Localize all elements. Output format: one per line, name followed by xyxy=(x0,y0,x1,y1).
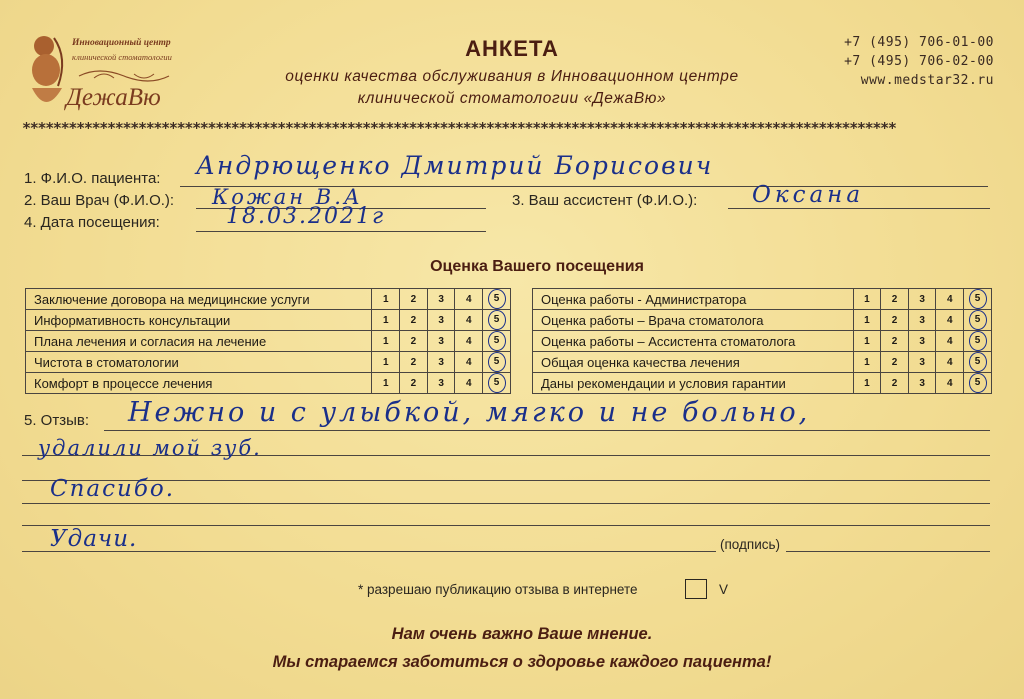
rating-option-2[interactable] xyxy=(400,352,428,373)
rating-option-3[interactable] xyxy=(427,331,455,352)
rating-option-value: 1 xyxy=(383,293,389,305)
rating-option-4[interactable] xyxy=(936,310,964,331)
rating-option-2[interactable] xyxy=(881,352,909,373)
phone-1: +7 (495) 706-01-00 xyxy=(844,35,994,50)
rating-option-5[interactable] xyxy=(964,331,992,352)
rating-row xyxy=(533,373,992,394)
rating-option-value: 2 xyxy=(410,293,417,305)
rating-option-value: 5 xyxy=(969,289,987,309)
rating-option-5[interactable] xyxy=(483,331,511,352)
phone-2: +7 (495) 706-02-00 xyxy=(844,54,994,69)
logo-line1: Инновационный центр xyxy=(72,38,171,48)
rating-option-value: 4 xyxy=(946,356,953,368)
rating-criterion-label: Оценка работы – Врача стоматолога xyxy=(533,310,854,331)
rating-option-1[interactable] xyxy=(853,310,881,331)
rating-option-4[interactable] xyxy=(936,331,964,352)
rating-option-value: 1 xyxy=(864,335,870,347)
rating-row xyxy=(533,352,992,373)
form-subtitle xyxy=(200,66,824,110)
rating-option-value: 3 xyxy=(919,314,925,326)
review-text-3: Спасибо. xyxy=(50,476,176,502)
rating-option-value: 5 xyxy=(488,373,506,393)
rating-option-3[interactable] xyxy=(427,352,455,373)
rating-option-value: 5 xyxy=(488,289,506,309)
rating-option-value: 2 xyxy=(891,377,898,389)
rating-criterion-label: Комфорт в процессе лечения xyxy=(26,373,372,394)
rating-option-1[interactable] xyxy=(853,373,881,394)
rating-criterion-label: Чистота в стоматологии xyxy=(26,352,372,373)
rating-option-5[interactable] xyxy=(483,373,511,394)
doctor-label: 2. Ваш Врач (Ф.И.О.): xyxy=(24,192,175,209)
rating-option-4[interactable] xyxy=(455,373,483,394)
rating-option-value: 5 xyxy=(488,352,506,372)
rating-option-value: 1 xyxy=(383,314,389,326)
rating-option-1[interactable] xyxy=(372,331,400,352)
subtitle-line2: клинической стоматологии «ДежаВю» xyxy=(357,90,667,107)
rating-row xyxy=(533,310,992,331)
rating-option-5[interactable] xyxy=(964,289,992,310)
ornament-icon xyxy=(74,66,174,86)
rating-row xyxy=(26,352,511,373)
signature-line-right xyxy=(786,551,990,552)
rating-option-2[interactable] xyxy=(400,310,428,331)
rating-option-1[interactable] xyxy=(372,310,400,331)
rating-row xyxy=(26,331,511,352)
rating-option-value: 3 xyxy=(919,335,925,347)
footer-line1: Нам очень важно Ваше мнение. xyxy=(391,625,653,643)
rating-row xyxy=(26,373,511,394)
rating-option-value: 3 xyxy=(919,356,925,368)
rating-option-1[interactable] xyxy=(853,289,881,310)
rating-option-value: 2 xyxy=(891,356,898,368)
rating-option-value: 1 xyxy=(383,356,389,368)
rating-option-3[interactable] xyxy=(427,310,455,331)
rating-option-2[interactable] xyxy=(881,373,909,394)
review-label: 5. Отзыв: xyxy=(24,412,90,429)
footer-line2: Мы стараемся заботиться о здоровье каждого пациента! xyxy=(272,653,772,671)
rating-option-value: 4 xyxy=(946,335,953,347)
patient-label: 1. Ф.И.О. пациента: xyxy=(24,170,161,187)
rating-option-2[interactable] xyxy=(881,310,909,331)
rating-option-value: 2 xyxy=(410,356,417,368)
logo-line2: клинической стоматологии xyxy=(72,52,172,62)
contacts xyxy=(844,33,994,90)
doctor-value: Кожан В.А xyxy=(212,185,363,209)
rating-option-value: 2 xyxy=(410,377,417,389)
rating-option-2[interactable] xyxy=(881,289,909,310)
assistant-line xyxy=(728,208,990,209)
rating-row xyxy=(26,289,511,310)
rating-option-2[interactable] xyxy=(400,289,428,310)
rating-option-3[interactable] xyxy=(908,352,936,373)
rating-criterion-label: Заключение договора на медицинские услуги xyxy=(26,289,372,310)
rating-option-5[interactable] xyxy=(483,289,511,310)
rating-table-right xyxy=(532,288,992,394)
review-line-5 xyxy=(22,525,990,526)
rating-option-value: 4 xyxy=(946,314,953,326)
rating-option-4[interactable] xyxy=(936,352,964,373)
rating-option-3[interactable] xyxy=(908,331,936,352)
rating-option-5[interactable] xyxy=(483,352,511,373)
consent-mark: V xyxy=(719,582,729,597)
assistant-value: Оксана xyxy=(752,182,865,208)
star-divider: ***************************************************************************************************************** xyxy=(22,119,896,137)
subtitle-line1: оценки качества обслуживания в Инновационном центре xyxy=(285,68,739,85)
rating-option-3[interactable] xyxy=(908,310,936,331)
rating-option-value: 4 xyxy=(946,377,953,389)
rating-option-value: 3 xyxy=(438,377,444,389)
rating-option-4[interactable] xyxy=(455,289,483,310)
rating-option-value: 1 xyxy=(864,377,870,389)
rating-option-value: 4 xyxy=(465,293,472,305)
rating-option-5[interactable] xyxy=(964,352,992,373)
rating-option-value: 3 xyxy=(438,314,444,326)
rating-criterion-label: Оценка работы - Администратора xyxy=(533,289,854,310)
rating-title: Оценка Вашего посещения xyxy=(430,258,644,275)
rating-option-value: 3 xyxy=(438,335,444,347)
rating-row xyxy=(533,331,992,352)
date-value: 18.03.2021г xyxy=(226,204,386,229)
rating-option-value: 5 xyxy=(969,331,987,351)
review-line-1 xyxy=(104,430,990,431)
assistant-label: 3. Ваш ассистент (Ф.И.О.): xyxy=(512,192,698,209)
rating-option-value: 2 xyxy=(410,314,417,326)
signature-text: Удачи. xyxy=(50,526,138,552)
rating-option-2[interactable] xyxy=(400,331,428,352)
rating-option-value: 3 xyxy=(438,356,444,368)
rating-option-value: 1 xyxy=(864,293,870,305)
rating-option-value: 4 xyxy=(465,377,472,389)
rating-option-1[interactable] xyxy=(853,352,881,373)
rating-option-1[interactable] xyxy=(853,331,881,352)
rating-option-4[interactable] xyxy=(455,352,483,373)
patient-value: Андрющенко Дмитрий Борисович xyxy=(196,151,714,180)
rating-option-3[interactable] xyxy=(427,373,455,394)
rating-option-value: 3 xyxy=(919,377,925,389)
rating-option-1[interactable] xyxy=(372,373,400,394)
rating-criterion-label: Плана лечения и согласия на лечение xyxy=(26,331,372,352)
consent-text: * разрешаю публикацию отзыва в интернете xyxy=(358,582,638,597)
signature-label: (подпись) xyxy=(720,537,781,552)
date-label: 4. Дата посещения: xyxy=(24,214,160,231)
rating-option-2[interactable] xyxy=(400,373,428,394)
rating-criterion-label: Оценка работы – Ассистента стоматолога xyxy=(533,331,854,352)
rating-option-5[interactable] xyxy=(483,310,511,331)
rating-option-value: 1 xyxy=(383,377,389,389)
rating-option-value: 2 xyxy=(891,335,898,347)
rating-criterion-label: Информативность консультации xyxy=(26,310,372,331)
rating-option-5[interactable] xyxy=(964,373,992,394)
rating-option-value: 5 xyxy=(969,352,987,372)
rating-option-value: 5 xyxy=(969,310,987,330)
logo-brand: ДежаВю xyxy=(66,84,161,111)
rating-option-value: 5 xyxy=(488,310,506,330)
rating-option-value: 4 xyxy=(946,293,953,305)
review-text-2: удалили мой зуб. xyxy=(38,436,262,460)
rating-option-4[interactable] xyxy=(455,310,483,331)
rating-option-4[interactable] xyxy=(455,331,483,352)
rating-option-5[interactable] xyxy=(964,310,992,331)
rating-option-value: 2 xyxy=(891,293,898,305)
website: www.medstar32.ru xyxy=(860,73,994,88)
rating-option-1[interactable] xyxy=(372,289,400,310)
rating-option-value: 2 xyxy=(410,335,417,347)
rating-option-value: 3 xyxy=(438,293,444,305)
rating-option-value: 1 xyxy=(383,335,389,347)
rating-option-value: 5 xyxy=(969,373,987,393)
date-line xyxy=(196,231,486,232)
review-text-1: Нежно и с улыбкой, мягко и не больно, xyxy=(128,397,811,428)
consent-checkbox[interactable] xyxy=(685,579,707,599)
rating-option-value: 3 xyxy=(919,293,925,305)
rating-table-left xyxy=(25,288,511,394)
rating-option-1[interactable] xyxy=(372,352,400,373)
rating-option-3[interactable] xyxy=(908,373,936,394)
rating-option-value: 2 xyxy=(891,314,898,326)
rating-option-value: 1 xyxy=(864,356,870,368)
review-line-4 xyxy=(22,503,990,504)
rating-option-value: 4 xyxy=(465,356,472,368)
rating-option-3[interactable] xyxy=(908,289,936,310)
rating-criterion-label: Даны рекомендации и условия гарантии xyxy=(533,373,854,394)
rating-option-value: 5 xyxy=(488,331,506,351)
rating-row xyxy=(26,310,511,331)
form-title: АНКЕТА xyxy=(465,36,559,61)
rating-option-value: 1 xyxy=(864,314,870,326)
rating-option-4[interactable] xyxy=(936,289,964,310)
rating-row xyxy=(533,289,992,310)
rating-option-2[interactable] xyxy=(881,331,909,352)
rating-option-value: 4 xyxy=(465,335,472,347)
rating-option-value: 4 xyxy=(465,314,472,326)
rating-option-3[interactable] xyxy=(427,289,455,310)
rating-criterion-label: Общая оценка качества лечения xyxy=(533,352,854,373)
rating-option-4[interactable] xyxy=(936,373,964,394)
